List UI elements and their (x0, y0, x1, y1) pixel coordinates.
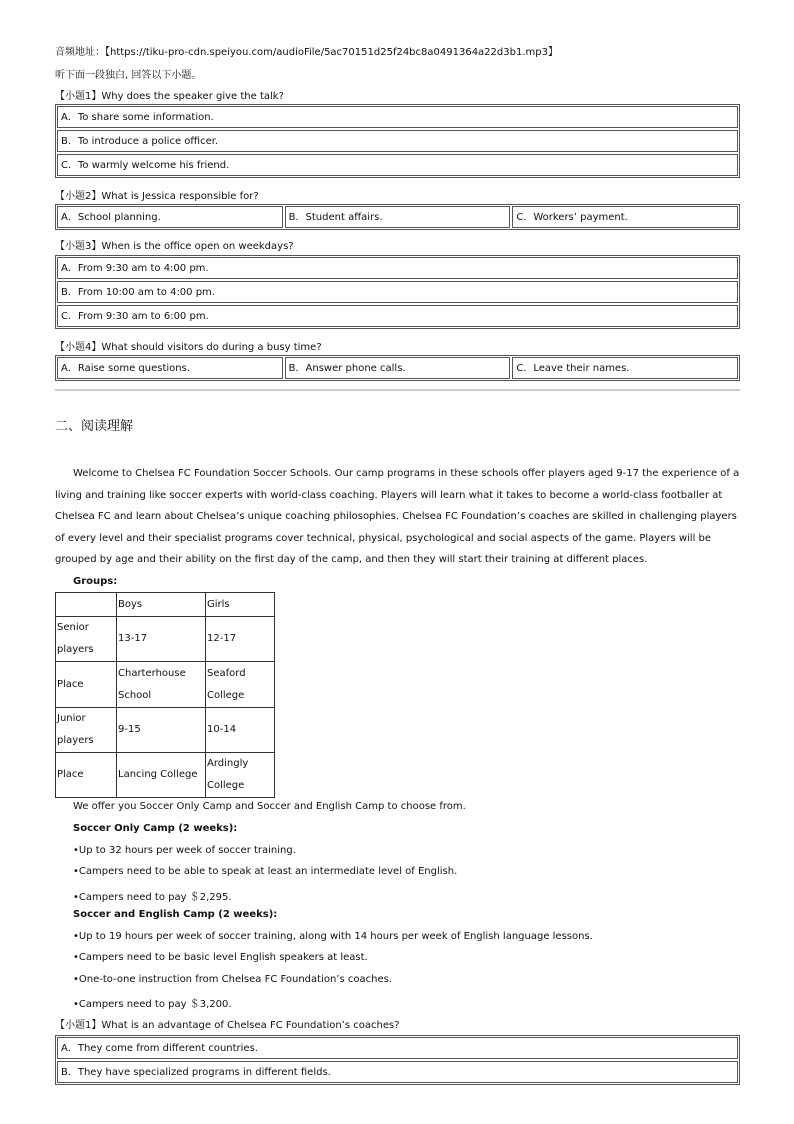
option-a[interactable]: A．From 9:30 am to 4:00 pm. (57, 257, 738, 279)
table-cell: Senior players (56, 617, 117, 662)
table-cell: 12-17 (206, 617, 275, 662)
audio-line (55, 43, 558, 58)
groups-heading: Groups: (73, 576, 118, 587)
option-a[interactable]: A．To share some information. (57, 106, 738, 128)
listening-q3-options (55, 255, 740, 329)
option-b[interactable]: B．Student affairs. (285, 206, 511, 228)
offer-text: We offer you Soccer Only Camp and Soccer and English Camp to choose from. (73, 801, 466, 812)
listening-question-4: 【小题4】What should visitors do during a busy time? (55, 342, 322, 353)
option-a[interactable]: A．Raise some questions. (57, 357, 283, 379)
option-c[interactable]: C．From 9:30 am to 6:00 pm. (57, 305, 738, 327)
list-item: •Up to 19 hours per week of soccer training, along with 14 hours per week of English language lessons. (73, 931, 593, 942)
table-cell: Lancing College (117, 753, 206, 798)
table-header-cell: Boys (117, 593, 206, 617)
table-cell: Place (56, 753, 117, 798)
list-item: •Campers need to be able to speak at least an intermediate level of English. (73, 866, 458, 877)
groups-table (55, 592, 275, 798)
section-title: 二、阅读理解 (55, 419, 134, 434)
reading-passage: Welcome to Chelsea FC Foundation Soccer Schools. Our camp programs in these schools offer players aged 9-17 the experience of a living and training like soccer experts with world-class coaching. Players will learn what it takes to become a world-class footballer at Chelsea FC and learn about Chelsea’s unique coaching philosophies. Chelsea FC Foundation’s coaches are skilled in challenging players of every level and their specialist programs cover technical, physical, psychological and social aspects of the game. Players will be grouped by age and their ability on the first day of the camp, and then they will start their training at different places. (55, 468, 740, 565)
list-item: •One-to-one instruction from Chelsea FC Foundation’s coaches. (73, 974, 392, 985)
option-c[interactable]: C．Leave their names. (512, 357, 738, 379)
table-header-cell: Girls (206, 593, 275, 617)
reading-q1-options (55, 1035, 740, 1085)
table-cell: Ardingly College (206, 753, 275, 798)
table-header-cell (56, 593, 117, 617)
option-b[interactable]: B．They have specialized programs in different fields. (57, 1061, 738, 1083)
listening-question-2: 【小题2】What is Jessica responsible for? (55, 191, 259, 202)
listening-q2-options (55, 204, 740, 230)
table-cell: Charterhouse School (117, 662, 206, 708)
list-item: •Campers need to pay ＄3,200. (73, 999, 232, 1010)
table-cell: Place (56, 662, 117, 708)
list-item: •Campers need to be basic level English speakers at least. (73, 952, 368, 963)
table-cell: 10-14 (206, 708, 275, 753)
table-cell: 9-15 (117, 708, 206, 753)
table-cell: 13-17 (117, 617, 206, 662)
table-cell: Seaford College (206, 662, 275, 708)
camp2-title: Soccer and English Camp (2 weeks): (73, 909, 278, 920)
option-b[interactable]: B．To introduce a police officer. (57, 130, 738, 152)
listening-q4-options (55, 355, 740, 381)
option-b[interactable]: B．From 10:00 am to 4:00 pm. (57, 281, 738, 303)
listening-question-1: 【小题1】Why does the speaker give the talk? (55, 91, 284, 102)
listening-q1-options (55, 104, 740, 178)
option-c[interactable]: C．Workers’ payment. (512, 206, 738, 228)
audio-url-link[interactable]: 【https://tiku-pro-cdn.speiyou.com/audioFile/5ac70151d25f24bc8a0491364a22d3b1.mp3】 (105, 47, 558, 58)
audio-label: 音频地址： (55, 47, 105, 58)
option-c[interactable]: C．To warmly welcome his friend. (57, 154, 738, 176)
table-cell: Junior players (56, 708, 117, 753)
listen-instruction: 听下面一段独白, 回答以下小题。 (55, 70, 202, 81)
camp1-title: Soccer Only Camp (2 weeks): (73, 823, 238, 834)
listening-question-3: 【小题3】When is the office open on weekdays? (55, 241, 294, 252)
list-item: •Up to 32 hours per week of soccer training. (73, 845, 296, 856)
section-divider (55, 389, 740, 391)
option-a[interactable]: A．They come from different countries. (57, 1037, 738, 1059)
reading-question-1: 【小题1】What is an advantage of Chelsea FC Foundation’s coaches? (55, 1020, 400, 1031)
list-item: •Campers need to pay ＄2,295. (73, 892, 232, 903)
option-b[interactable]: B．Answer phone calls. (285, 357, 511, 379)
option-a[interactable]: A．School planning. (57, 206, 283, 228)
